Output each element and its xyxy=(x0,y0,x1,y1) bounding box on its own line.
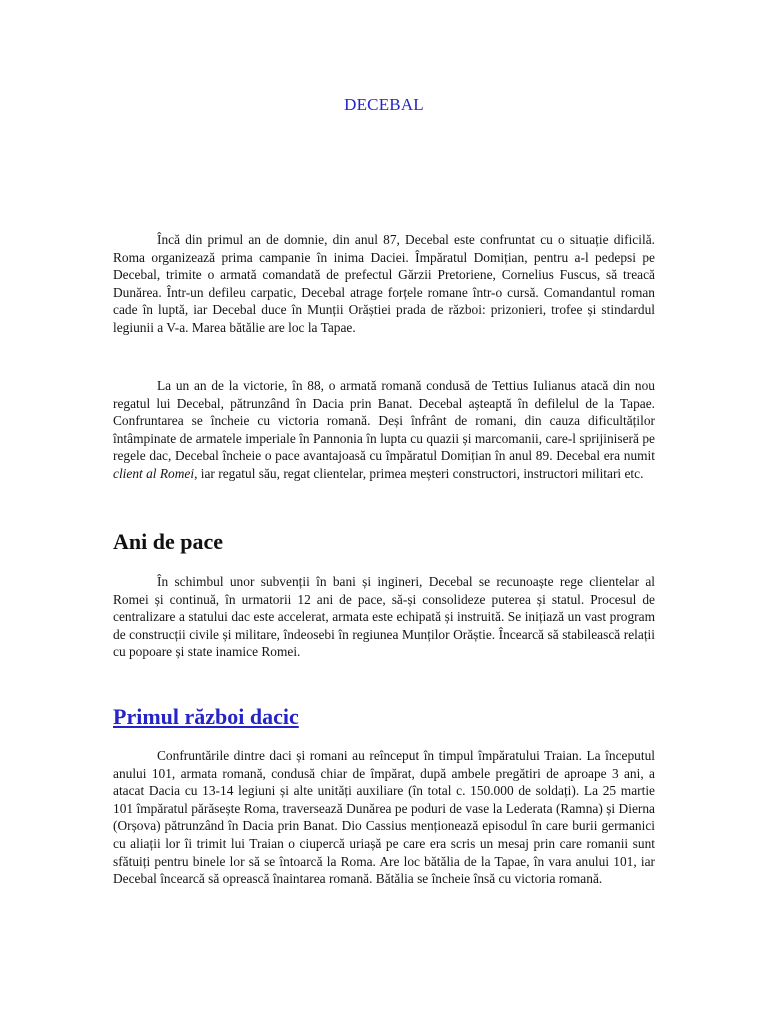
paragraph-text: La un an de la victorie, în 88, o armată romană condusă de Tettius Iulianus atacă din nou regatul lui Decebal, pătrunzând în Dacia prin Banat. Decebal așteaptă în defilelul de la Tapae. Confruntarea se încheie cu victoria romană. Deși înfrânt de romani, din cauza dificultăților întâmpinate de armatele imperiale în Pannonia în lupta cu quazii și marcomanii, care-l sprijiniseră pe regele dac, Decebal încheie o pace avantajoasă cu împăratul Domițian în anul 89. Decebal era numit xyxy=(113,378,655,464)
heading-link-primul-razboi[interactable]: Primul război dacic xyxy=(113,704,299,729)
document-title: DECEBAL xyxy=(344,95,424,114)
client-emphasis: client al Romei xyxy=(113,465,195,481)
paragraph-intro: Încă din primul an de domnie, din anul 87, Decebal este confruntat cu o situație dificilă. Roma organizează prima campanie în inima Daciei. Împăratul Domițian, pentru a-l pedepsi pe Decebal, trimite o armată comandată de prefectul Gărzii Pretoriene, Cornelius Fuscus, să treacă Dunărea. Într-un defileu carpatic, Decebal atrage forțele romane într-o cursă. Comandantul roman cade în luptă, iar Decebal duce în Munții Orăștiei prada de război: prizonieri, trofee și stindardul legiunii a V-a. Marea bătălie are loc la Tapae. xyxy=(113,232,655,335)
paragraph-years-of-peace: În schimbul unor subvenții în bani și ingineri, Decebal se recunoaște rege clientelar al Romei și continuă, în urmatorii 12 ani de pace, să-și consolideze puterea și statul. Procesul de centralizare a statului dac este accelerat, armata este echipată și instruită. Se inițiază un vast program de construcții civile și militare, îndeosebi în regiunea Munților Orăștie. Încearcă să stabilească relații cu popoare și state inamice Romei. xyxy=(113,574,655,660)
paragraph-text-end: , iar regatul său, regat clientelar, primea meșteri constructori, instructori militari etc. xyxy=(194,465,644,481)
paragraph-first-war: Confruntările dintre daci și romani au reînceput în timpul împăratului Traian. La începutul anului 101, armata romană, condusă chiar de împărat, după ambele pregătiri de aproape 3 ani, a atacat Dacia cu 13-14 legiuni și alte unități auxiliare (în total c. 150.000 de soldați). La 25 martie 101 împăratul părăsește Roma, traversează Dunărea pe poduri de vase la Lederata (Ramna) și Dierna (Orșova) pătrunzând în Dacia prin Banat. Dio Cassius menționează episodul în care burii germanici cu aliații lor îi trimit lui Traian o ciupercă uriașă pe care era scris un mesaj prin care romanii sunt sfătuiți pentru binele lor să se întoarcă la Roma. Are loc bătălia de la Tapae, în vara anului 101, iar Decebal încearcă să oprească înaintarea romană. Bătălia se încheie însă cu victoria romană. xyxy=(113,748,655,887)
heading-ani-de-pace: Ani de pace xyxy=(113,529,223,554)
paragraph-peace-treaty xyxy=(113,377,655,483)
